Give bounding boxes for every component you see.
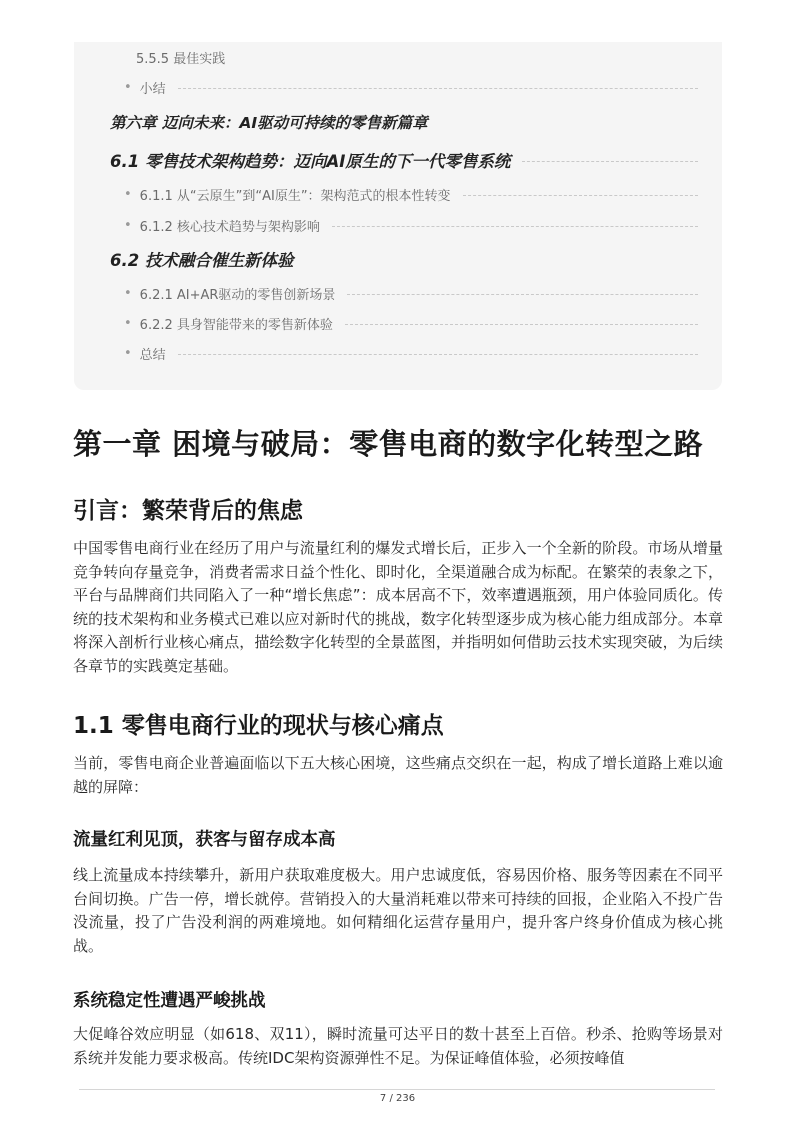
toc-leader — [178, 354, 698, 355]
toc-leader — [178, 88, 698, 89]
pain-point-heading: 系统稳定性遭遇严峻挑战 — [73, 991, 266, 1011]
bullet-icon: • — [124, 316, 132, 331]
pain-point-paragraph: 大促峰谷效应明显（如618、双11），瞬时流量可达平日的数十甚至上百倍。秒杀、抢购等场景对系统并发能力要求极高。传统IDC架构资源弹性不足。为保证峰值体验，必须按峰值 — [73, 1025, 723, 1067]
footer-divider — [79, 1089, 715, 1090]
pain-point-paragraph: 线上流量成本持续攀升，新用户获取难度极大。用户忠诚度低，容易因价格、服务等因素在不同平台间切换。广告一停，增长就停。营销投入的大量消耗难以带来可持续的回报，企业陷入不投广告没流量，投了广告没利润的两难境地。如何精细化运营存量用户，提升客户终身价值成为核心挑战。 — [73, 866, 723, 955]
toc-chapter[interactable] — [110, 111, 698, 133]
page-number: 7 / 236 — [379, 1093, 416, 1104]
toc-leader — [347, 294, 698, 295]
toc-item[interactable] — [124, 216, 698, 235]
toc-item[interactable] — [136, 48, 698, 67]
section-paragraph: 当前，零售电商企业普遍面临以下五大核心困境，这些痛点交织在一起，构成了增长道路上难以逾越的屏障： — [73, 754, 723, 796]
toc-item-label: 6.1.2 核心技术趋势与架构影响 — [139, 220, 320, 235]
toc-section[interactable] — [110, 148, 698, 172]
intro-heading: 引言：繁荣背后的焦虑 — [73, 498, 303, 524]
toc-section[interactable] — [110, 247, 698, 271]
toc-section-label: 6.1 零售技术架构趋势：迈向AI原生的下一代零售系统 — [110, 152, 511, 171]
toc-chapter-label: 第六章 迈向未来：AI驱动可持续的零售新篇章 — [110, 114, 428, 132]
bullet-icon: • — [124, 286, 132, 301]
bullet-icon: • — [124, 346, 132, 361]
toc-item[interactable] — [124, 284, 698, 303]
toc-leader — [345, 324, 698, 325]
intro-paragraph: 中国零售电商行业在经历了用户与流量红利的爆发式增长后，正步入一个全新的阶段。市场从增量竞争转向存量竞争，消费者需求日益个性化、即时化，全渠道融合成为标配。在繁荣的表象之下，平台与品牌商们共同陷入了一种“增长焦虑”：成本居高不下，效率遭遇瓶颈，用户体验同质化。传统的技术架构和业务模式已难以应对新时代的挑战，数字化转型逐步成为核心能力组成部分。本章将深入剖析行业核心痛点，描绘数字化转型的全景蓝图，并指明如何借助云技术实现突破，为后续各章节的实践奠定基础。 — [73, 539, 723, 675]
toc-item-label: 总结 — [139, 348, 166, 363]
toc-item-label: 小结 — [139, 82, 166, 97]
toc-item-label: 6.2.2 具身智能带来的零售新体验 — [139, 318, 333, 333]
bullet-icon: • — [124, 187, 132, 202]
bullet-icon: • — [124, 80, 132, 95]
toc-item[interactable] — [124, 185, 698, 204]
toc-item[interactable] — [124, 344, 698, 363]
toc-leader — [332, 226, 698, 227]
toc-item-label: 6.2.1 AI+AR驱动的零售创新场景 — [139, 288, 336, 303]
toc-item-label: 5.5.5 最佳实践 — [136, 52, 226, 67]
toc-item[interactable] — [124, 78, 698, 97]
toc-item[interactable] — [124, 314, 698, 333]
bullet-icon: • — [124, 218, 132, 233]
table-of-contents — [74, 42, 722, 390]
toc-section-label: 6.2 技术融合催生新体验 — [110, 251, 294, 270]
toc-item-label: 6.1.1 从“云原生”到“AI原生”：架构范式的根本性转变 — [139, 189, 451, 204]
chapter-title: 第一章 困境与破局：零售电商的数字化转型之路 — [73, 427, 704, 461]
toc-leader — [463, 195, 698, 196]
toc-leader — [522, 161, 698, 162]
pain-point-heading: 流量红利见顶，获客与留存成本高 — [73, 830, 336, 850]
section-heading: 1.1 零售电商行业的现状与核心痛点 — [73, 713, 444, 739]
